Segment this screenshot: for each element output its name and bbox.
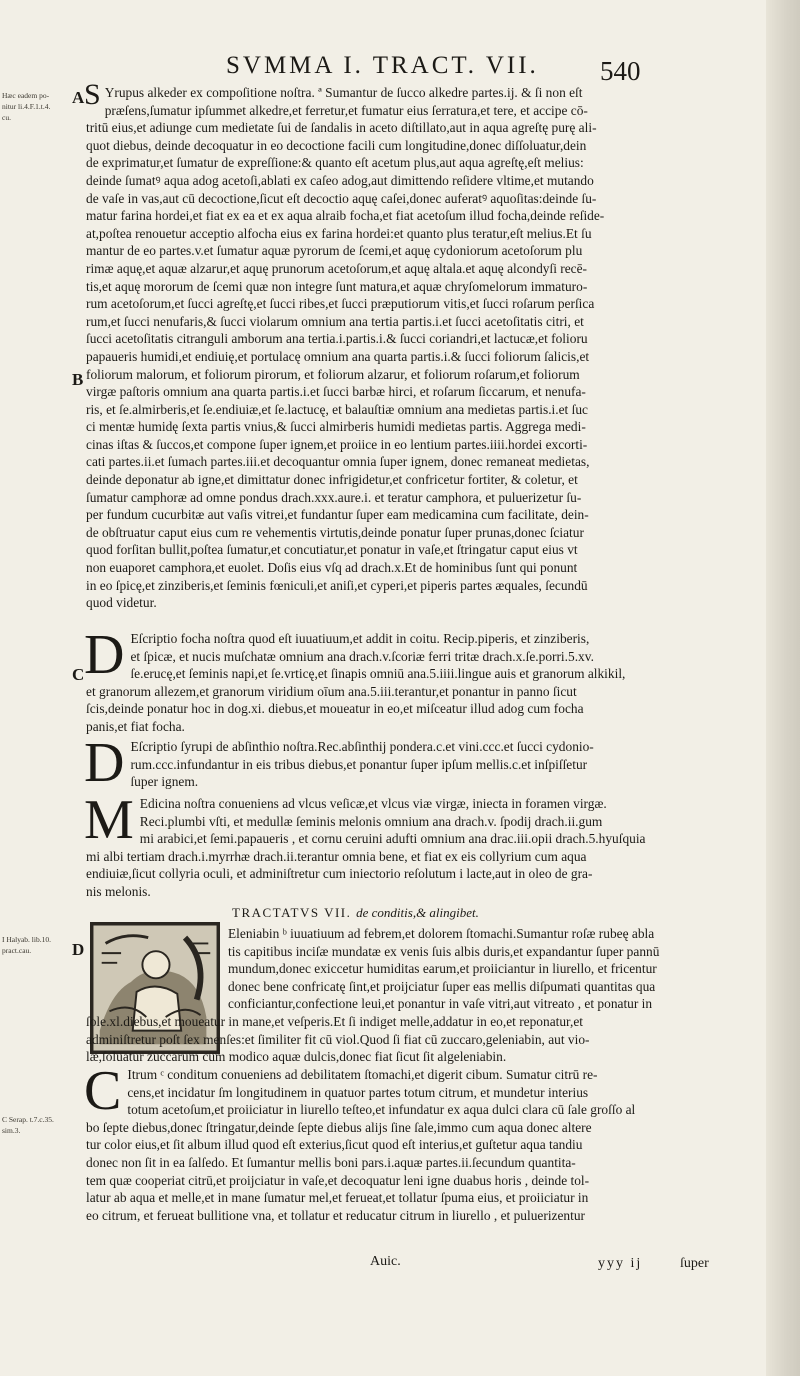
text-line: ſe.erucę,et ſeminis napi,et ſe.vrticę,et ſinapis omniū ana.5.iiii.lingue auis et granorum alkikil, (130, 666, 626, 682)
text-line: tur color eius,et ſit album illud quod eſt exterius,ſicut quod eſt interius,et guſtetur aqua tandiu (86, 1137, 583, 1153)
margin-note-line: I Halyab. lib.10. (2, 935, 51, 944)
section-letter-c: C (72, 665, 85, 684)
initial-letter: D (84, 732, 125, 794)
text-line: Eſcriptio focha noſtra quod eſt iuuatiuum,et addit in coitu. Recip.piperis, et zinziberis, (130, 631, 590, 646)
text-line: ſucci acetoſitatis citranguli amborum ana tertia.i.partis.i.& ſucci coriandri,et lactucæ,et folioru (86, 331, 588, 347)
paragraph-geleniabin (228, 925, 766, 1013)
initial-letter: C (84, 1060, 122, 1122)
margin-note-1 (2, 90, 66, 123)
tract-heading-subtitle: de conditis,& alingibet. (356, 905, 479, 920)
text-line: adminiſtretur poſt ſex menſes:et ſimiliter fit cū viol.Quod ſi fiat cū zuccaro,geleniabin, aut vio- (86, 1031, 590, 1047)
text-line: ris, et ſe.almirberis,et ſe.endiuiæ,et ſe.lactucę, et balauſtiæ omnium ana medietas partis.i.et ſuc (86, 401, 588, 417)
margin-note-line: pract.cau. (2, 946, 32, 955)
section-letter-d: D (72, 940, 85, 959)
text-line: virgæ paſtoris omnium ana quarta partis.i.et ſucci barbæ hirci, et roſarum ſiccarum, et nenufa- (86, 384, 586, 400)
initial-letter: S (84, 78, 101, 111)
tract-heading (232, 905, 479, 921)
margin-note-line: C Serap. t.7.c.35. (2, 1115, 54, 1124)
text-line: mundum,donec exiccetur humiditas earum,et proiiciantur in liurello, et fricentur (228, 961, 657, 977)
running-title: SVMMA I. TRACT. VII. (226, 52, 539, 79)
text-line: deinde ſumatꝰ aqua adog acetoſi,ablati ex caſeo adog,aut dimittendo reſidere vltime,et mutando (86, 172, 594, 188)
text-line: et ſpicæ, et nucis muſchatæ omnium ana drach.v.ſcoriæ ferri tritæ drach.x.ſe.porri.5.xv. (130, 648, 594, 664)
text-line: totum acetoſum,et proiiciatur in liurello teſteo,et infundatur ex aqua dulci clara cū ſale groſſo al (127, 1102, 636, 1118)
text-line: per fundum cucurbitæ aut vaſis vitrei,et fundantur ſuper eam medicamina cum facilitate, dein- (86, 507, 589, 523)
text-line: Edicina noſtra conueniens ad vlcus veſicæ,et vlcus viæ virgæ, iniecta in foramen virgæ. (139, 796, 607, 811)
text-line: non euaporet camphora,et euolet. Doſis eius vſq ad drach.x.Et de hominibus ſunt qui ponunt (86, 560, 578, 576)
text-line: ſcis,deinde ponatur hoc in dog.xi. diebus,et moueatur in eo,et miſceatur illud adog cum focha (86, 701, 584, 717)
text-line: rimæ aquę,et aquæ alzarur,et aquę prunorum acetoſorum,et aquę altala.et aquę alcondyſi recē- (86, 260, 588, 276)
text-line: ſumatur camphoræ ad omne pondus drach.xxx.aure.i. et teratur camphora, et puluerizetur ſu- (86, 489, 582, 505)
text-line: eo citrum, et ferueat bullitione vna, et tollatur et reducatur citrum in liurello , et puluerizentur (86, 1207, 585, 1223)
text-line: rum acetoſorum,et ſucci agreſtę,et ſucci ribes,et ſucci præputiorum vitis,et ſucci roſarum perſica (86, 296, 595, 312)
initial-letter: D (84, 624, 125, 686)
text-line: latur ab aqua et melle,et in mane ſumatur mel,et ferueat,et tollatur ſpuma eius, et proiiciatur in (86, 1190, 589, 1206)
catchword-left: Auic. (370, 1254, 401, 1269)
text-line: papaueris humidi,et endiuię,et portulacę omnium ana quarta partis.i.& ſucci foliorum ſalicis,et (86, 348, 590, 364)
text-line: Yrupus alkeder ex compoſitione noſtra. ª Sumantur de ſucco alkedre partes.ij. & ſi non eſt (104, 85, 583, 100)
text-line: endiuiæ,ſicut collyria oculi, et adminiſtretur cum iniectorio reſolutum i lacte,aut in oleo de gra- (86, 866, 593, 882)
text-line: tem quæ cooperiat citrū,et proijciatur in vaſe,et decoquatur leni igne duabus horis , deinde tol- (86, 1172, 590, 1188)
text-line: donec non ſit in ea ſalſedo. Et ſumantur mellis boni pars.i.aquæ partes.ii.ſecundum quantita- (86, 1154, 576, 1170)
page-footer (0, 1254, 770, 1278)
text-line: panis,et fiat focha. (86, 718, 185, 734)
margin-note-line: cu. (2, 113, 11, 122)
margin-note-3 (2, 1114, 66, 1136)
margin-note-line: Hæc eadem po- (2, 91, 50, 100)
text-line: mantur de eo partes.v.et ſumatur aquæ pyrorum de ſcemi,et aquę cydoniorum acetoſorum plu (86, 243, 583, 259)
signature-mark: yyy ij (598, 1256, 643, 1271)
page-binding-edge (766, 0, 800, 1376)
text-line: cens,et incidatur ſm longitudinem in quatuor partes totum citrum, et mundetur interius (127, 1084, 589, 1100)
paragraph-citrum (84, 1060, 766, 1224)
text-line: læ,ſoluatur zuccarum cum modico aquæ dulcis,donec fiat ſicut ſit algeleniabin. (86, 1049, 507, 1065)
text-line: tis capitibus inciſæ mundatæ ex venis ſuis albis duris,et expandantur ſuper pannū (228, 943, 660, 959)
text-line: cati partes.ii.et ſumach partes.iii.et decoquantur omnia ſuper ignem, donec remaneat medietas, (86, 454, 590, 470)
text-line: ſuper ignem. (130, 774, 199, 790)
text-line: quod videtur. (86, 595, 157, 611)
margin-note-line: sim.3. (2, 1126, 21, 1135)
text-line: deinde deponatur ab igne,et dimittatur donec infrigidetur,et confricetur fortiter, & coletur, et (86, 472, 578, 488)
text-line: matur farina hordei,et fiat ex ea et ex aqua alraib focha,et fiat acetoſum illud focha,deinde reſide- (86, 208, 605, 224)
section-letter-b: B (72, 370, 84, 389)
text-line: Itrum ᶜ conditum conueniens ad debilitatem ſtomachi,et digerit cibum. Sumatur citrū re- (127, 1067, 598, 1082)
paragraph-syrupus (84, 78, 766, 612)
text-line: de vaſe in vas,aut cū decoctione,ſicut eſt decoctio aquę caſei,donec auferatꝰ aquoſitas:deinde ſu- (86, 190, 597, 206)
section-letter-a: A (72, 88, 85, 107)
text-line: rum,et ſucci nenufaris,& ſucci violarum omnium ana tertia partis.i.et ſucci acetoſitatis citri, et (86, 313, 584, 329)
text-line: de obſtruatur caput eius cum re vehementis virtutis,deinde ponatur ſuper prunas,donec ſciatur (86, 524, 584, 540)
page-number: 540 (600, 56, 641, 86)
text-line: quod forſitan bullit,poſtea ſumatur,et concutiatur,et ponatur in vaſe,et ſtringatur caput eius vt (86, 542, 578, 558)
text-line: præſens,ſumatur ipſummet alkedre,et ferretur,et fumatur eius ſerratura,et tere, et accipe cō- (104, 102, 588, 118)
margin-note-line: nitur li.4.F.1.t.4. (2, 102, 51, 111)
text-line: donec bene confricatę ſint,et proijciatur ſuper eas mellis diſpumati quantitas qua (228, 978, 656, 994)
text-line: at,poſtea renouetur acceptio alfocha eius ex farina hordei:et quanto plus teratur,eſt melius.Et ſu (86, 225, 592, 241)
tract-heading-label: TRACTATVS VII. (232, 905, 352, 920)
text-line: Reci.plumbi vſti, et medullæ ſeminis melonis omnium ana drach.v. ſpodij drach.ii.gum (139, 813, 603, 829)
text-line: Eſcriptio ſyrupi de abſinthio noſtra.Rec.abſinthij pondera.c.et vini.ccc.et ſucci cydonio- (130, 739, 594, 754)
text-line: nis melonis. (86, 883, 151, 899)
text-line: cinas iſtas & ſuccos,et compone ſuper ignem,et proiice in eo lentium partes.iiii.hordei excorti- (86, 436, 588, 452)
text-line: in eo ſpicę,et zinziberis,et ſeminis fœniculi,et aniſi,et cyperi,et piperis partes æquales, ſecundū (86, 577, 588, 593)
text-line: ſole.xl.diebus,et moueatur in mane,et veſperis.Et ſi indiget melle,addatur in eo,et reponatur,et (86, 1014, 583, 1029)
text-line: bo ſepte diebus,donec ſtringatur,deinde ſepte diebus alijs ſine ſale,immo cum aqua donec altere (86, 1119, 592, 1135)
text-line: tritū eius,et adiunge cum medietate ſui de ſandalis in aceto diſtillato,aut in aqua agreſtę purę ali- (86, 120, 597, 136)
catchword: ſuper (680, 1256, 709, 1271)
text-line: tis,et aquę mororum de ſcemi quæ non integre ſunt matura,et aquæ chryſomelorum immaturo- (86, 278, 588, 294)
paragraph-focha (84, 624, 766, 736)
text-line: de exprimatur,et ſumatur de expreſſione:& quanto eſt acetum plus,aut aqua agreſtę,eſt melius: (86, 155, 584, 171)
text-line: rum.ccc.infundantur in eis tribus diebus,et ponantur ſuper ipſum mellis.c.et inſpiſſetur (130, 756, 588, 772)
text-line: foliorum malorum, et foliorum pirorum, et foliorum alzarur, et foliorum roſarum,et foliorum (86, 366, 580, 382)
text-line: quot diebus, deinde decoquatur in eo decoctione facili cum longitudine,donec diſſoluatur,dein (86, 137, 587, 153)
paragraph-absinthio (84, 732, 766, 794)
text-line: et granorum allezem,et granorum viridium oīum ana.5.iii.terantur,et ponantur in panno ſicut (86, 683, 577, 699)
text-line: conficiantur,confectione leui,et ponantur in vaſe vitri,aut vitreato , et ponatur in (228, 996, 653, 1012)
margin-note-2 (2, 934, 66, 956)
paragraph-medicina (84, 789, 766, 901)
paragraph-geleniabin-continued (86, 1013, 766, 1066)
text-line: mi albi tertiam drach.i.myrrhæ drach.ii.terantur omnia bene, et fiat ex eis collyrium cum aqua (86, 848, 587, 864)
text-line: Eleniabin ᵇ iuuatiuum ad febrem,et dolorem ſtomachi.Sumantur roſæ rubeę abla (228, 926, 655, 941)
text-line: ci mentæ humidę ſexta partis vnius,& ſucci almirberis humidi medietas partis. Aggrega medi- (86, 419, 586, 435)
text-line: mi arabici,et ſemi.papaueris , et cornu ceruini adufti omnium ana drac.iii.opii drach.5.hyuſquia (139, 831, 646, 847)
initial-letter: M (84, 789, 134, 851)
